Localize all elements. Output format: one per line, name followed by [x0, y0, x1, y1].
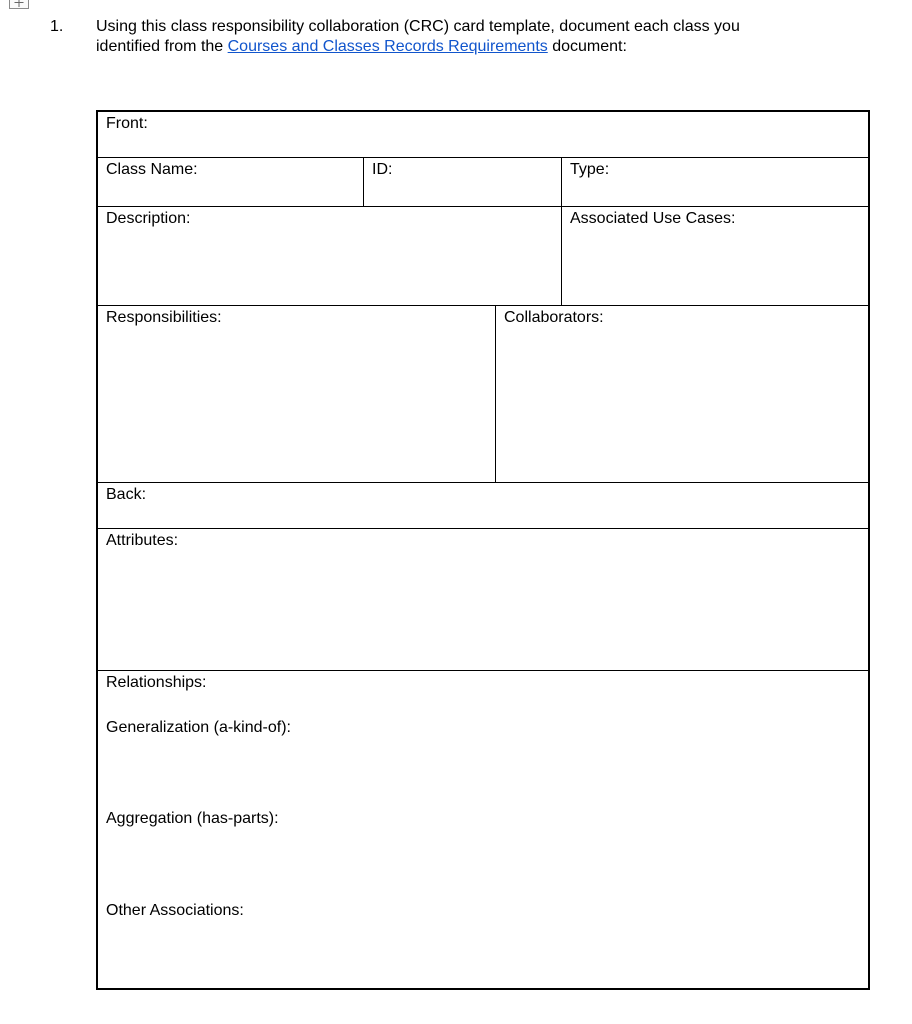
table-move-handle-icon[interactable] [9, 0, 29, 9]
crc-card-table [96, 110, 870, 990]
class-info-row [98, 158, 868, 207]
back-row [98, 483, 868, 529]
associated-use-cases-cell[interactable] [561, 207, 868, 305]
associated-use-cases-label: Associated Use Cases: [570, 210, 736, 227]
instruction-line-1: Using this class responsibility collaboration (CRC) card template, document each class you [96, 18, 740, 35]
description-row [98, 207, 868, 306]
responsibilities-cell[interactable] [98, 306, 495, 482]
other-associations-label: Other Associations: [106, 902, 244, 919]
attributes-label: Attributes: [106, 532, 179, 549]
class-name-label: Class Name: [106, 161, 198, 178]
back-cell[interactable] [98, 483, 868, 528]
collaborators-label: Collaborators: [504, 309, 604, 326]
relationships-cell[interactable] [98, 671, 868, 988]
attributes-row [98, 529, 868, 671]
relationships-label: Relationships: [106, 674, 207, 691]
list-number: 1. [50, 18, 64, 35]
instruction-text-after-link: document: [547, 38, 627, 55]
back-label: Back: [106, 486, 147, 503]
type-label: Type: [570, 161, 610, 178]
description-cell[interactable] [98, 207, 561, 305]
collaborators-cell[interactable] [495, 306, 868, 482]
instruction-paragraph [96, 17, 876, 57]
class-name-cell[interactable] [98, 158, 363, 206]
generalization-label: Generalization (a-kind-of): [106, 719, 291, 736]
id-label: ID: [372, 161, 393, 178]
description-label: Description: [106, 210, 191, 227]
front-row [98, 112, 868, 158]
aggregation-label: Aggregation (has-parts): [106, 810, 279, 827]
responsibilities-row [98, 306, 868, 483]
instruction-line-2 [96, 37, 876, 57]
type-cell[interactable] [561, 158, 868, 206]
front-cell[interactable] [98, 112, 868, 157]
requirements-document-link[interactable]: Courses and Classes Records Requirements [227, 38, 548, 55]
id-cell[interactable] [363, 158, 561, 206]
relationships-row [98, 671, 868, 988]
instruction-text-before-link: identified from the [96, 38, 228, 55]
front-label: Front: [106, 115, 148, 132]
attributes-cell[interactable] [98, 529, 868, 670]
responsibilities-label: Responsibilities: [106, 309, 222, 326]
